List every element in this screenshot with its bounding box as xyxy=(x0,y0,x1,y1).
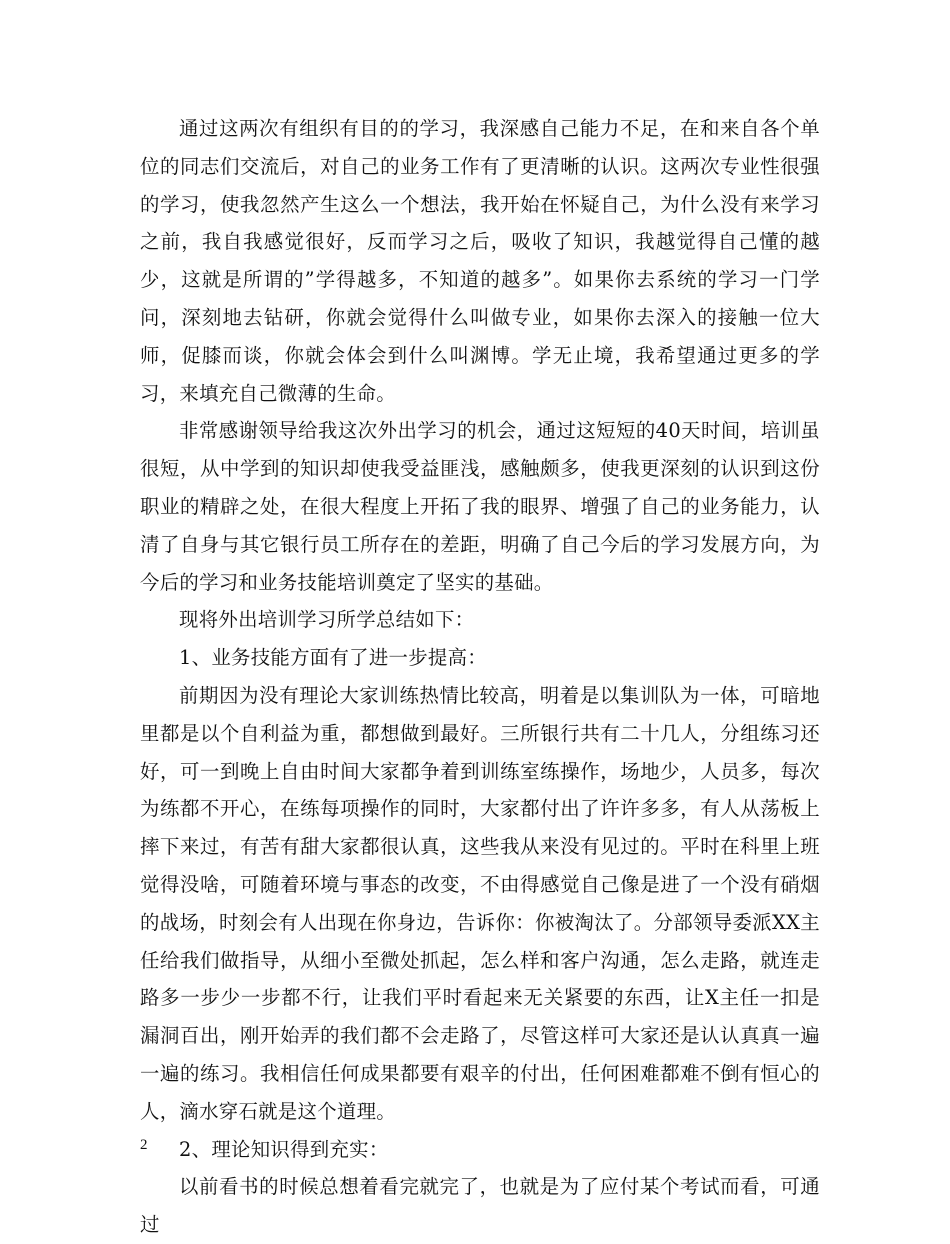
page-number: 2 xyxy=(140,1137,148,1153)
paragraph-gratitude: 非常感谢领导给我这次外出学习的机会，通过这短短的40天时间，培训虽很短，从中学到的知识却使我受益匪浅，感触颇多，使我更深刻的认识到这份职业的精辟之处，在很大程度上开拓了我的眼界、增强了自己的业务能力，认清了自身与其它银行员工所存在的差距，明确了自己今后的学习发展方向，为今后的学习和业务技能培训奠定了坚实的基础。 xyxy=(140,419,820,594)
heading-theory-knowledge: 2、理论知识得到充实： xyxy=(179,1137,389,1161)
document-body xyxy=(140,110,820,1244)
paragraph-learning-reflection: 通过这两次有组织有目的的学习，我深感自己能力不足，在和来自各个单位的同志们交流后，对自己的业务工作有了更清晰的认识。这两次专业性很强的学习，使我忽然产生这么一个想法，我开始在怀疑自己，为什么没有来学习之前，我自我感觉很好，反而学习之后，吸收了知识，我越觉得自己懂的越少，这就是所谓的”学得越多，不知道的越多”。如果你去系统的学习一门学问，深刻地去钻研，你就会觉得什么叫做专业，如果你去深入的接触一位大师，促膝而谈，你就会体会到什么叫渊博。学无止境，我希望通过更多的学习，来填充自己微薄的生命。 xyxy=(140,117,820,405)
paragraph-theory-knowledge: 以前看书的时候总想着看完就完了，也就是为了应付某个考试而看，可通过 xyxy=(140,1175,820,1237)
paragraph-summary-intro: 现将外出培训学习所学总结如下： xyxy=(179,608,475,632)
paragraph-business-skills: 前期因为没有理论大家训练热情比较高，明着是以集训队为一体，可暗地里都是以个自利益为重，都想做到最好。三所银行共有二十几人，分组练习还好，可一到晚上自由时间大家都争着到训练室练操作，场地少，人员多，每次为练都不开心，在练每项操作的同时，大家都付出了许许多多，有人从荡板上摔下来过，有苦有甜大家都很认真，这些我从来没有见过的。平时在科里上班觉得没啥，可随着环境与事态的改变，不由得感觉自己像是进了一个没有硝烟的战场，时刻会有人出现在你身边，告诉你：你被淘汰了。分部领导委派XX主任给我们做指导，从细小至微处抓起，怎么样和客户沟通，怎么走路，就连走路多一步少一步都不行，让我们平时看起来无关紧要的东西，让X主任一扣是漏洞百出，刚开始弄的我们都不会走路了，尽管这样可大家还是认认真真一遍一遍的练习。我相信任何成果都要有艰辛的付出，任何困难都难不倒有恒心的人，滴水穿石就是这个道理。 xyxy=(140,683,820,1123)
heading-business-skills: 1、业务技能方面有了进一步提高： xyxy=(179,646,487,670)
